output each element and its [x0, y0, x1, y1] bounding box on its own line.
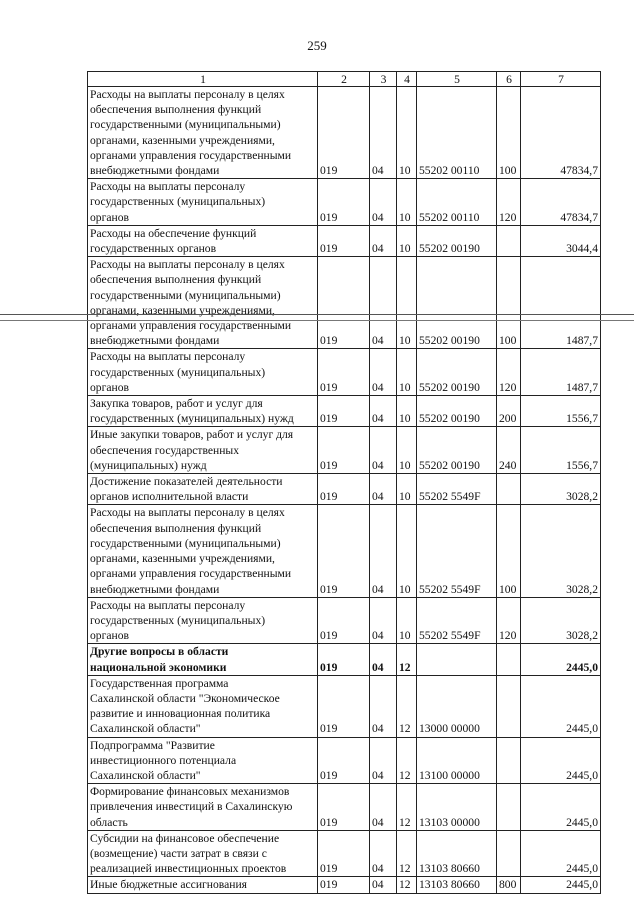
column-header: 2: [318, 72, 370, 87]
section-code: 04: [370, 597, 397, 644]
target-article-code: 55202 00190: [417, 396, 497, 427]
ministry-code: 019: [318, 737, 370, 784]
amount-value: 1487,7: [521, 257, 601, 349]
expense-type-code: [497, 784, 521, 831]
expense-description: Расходы на выплаты персоналу в целях обеспечения выполнения функций государственными (муниципальными) органами, казенными учреждениями, органами управления государственными внебюджетными фондами: [88, 257, 318, 349]
subsection-code: 10: [397, 257, 417, 349]
section-code: 04: [370, 349, 397, 396]
column-header: 6: [497, 72, 521, 87]
expense-description: Расходы на выплаты персоналу государственных (муниципальных) органов: [88, 349, 318, 396]
expense-description: Расходы на выплаты персоналу государственных (муниципальных) органов: [88, 597, 318, 644]
amount-value: 1556,7: [521, 427, 601, 474]
scan-artifact-line: [0, 320, 634, 321]
ministry-code: 019: [318, 179, 370, 226]
expense-type-code: 240: [497, 427, 521, 474]
ministry-code: 019: [318, 505, 370, 597]
expense-type-code: 100: [497, 257, 521, 349]
target-article-code: 55202 00190: [417, 427, 497, 474]
column-header: 7: [521, 72, 601, 87]
amount-value: 2445,0: [521, 784, 601, 831]
amount-value: 2445,0: [521, 644, 601, 675]
expense-type-code: 200: [497, 396, 521, 427]
table-row: [88, 784, 601, 831]
expense-description: Закупка товаров, работ и услуг для государственных (муниципальных) нужд: [88, 396, 318, 427]
table-body: [88, 72, 601, 894]
ministry-code: 019: [318, 349, 370, 396]
section-code: 04: [370, 87, 397, 179]
expense-description: Расходы на выплаты персоналу государственных (муниципальных) органов: [88, 179, 318, 226]
amount-value: 47834,7: [521, 87, 601, 179]
section-code: 04: [370, 877, 397, 893]
expense-description: Другие вопросы в области национальной экономики: [88, 644, 318, 675]
amount-value: 2445,0: [521, 675, 601, 737]
subsection-code: 12: [397, 675, 417, 737]
table-header-row: [88, 72, 601, 87]
ministry-code: 019: [318, 87, 370, 179]
expense-description: Расходы на обеспечение функций государственных органов: [88, 225, 318, 256]
table-row: [88, 877, 601, 893]
target-article-code: 55202 00190: [417, 225, 497, 256]
section-code: 04: [370, 675, 397, 737]
subsection-code: 10: [397, 597, 417, 644]
section-code: 04: [370, 474, 397, 505]
table-row: [88, 675, 601, 737]
expense-description: Иные закупки товаров, работ и услуг для обеспечения государственных (муниципальных) нужд: [88, 427, 318, 474]
ministry-code: 019: [318, 877, 370, 893]
ministry-code: 019: [318, 396, 370, 427]
section-code: 04: [370, 225, 397, 256]
amount-value: 2445,0: [521, 737, 601, 784]
table-row: [88, 737, 601, 784]
column-header: 5: [417, 72, 497, 87]
ministry-code: 019: [318, 675, 370, 737]
table-row: [88, 396, 601, 427]
expense-type-code: [497, 830, 521, 877]
subsection-code: 10: [397, 179, 417, 226]
target-article-code: 55202 5549F: [417, 597, 497, 644]
amount-value: 3028,2: [521, 505, 601, 597]
subsection-code: 10: [397, 349, 417, 396]
ministry-code: 019: [318, 784, 370, 831]
table-row: [88, 87, 601, 179]
expense-type-code: 120: [497, 597, 521, 644]
ministry-code: 019: [318, 830, 370, 877]
expense-description: Формирование финансовых механизмов привлечения инвестиций в Сахалинскую область: [88, 784, 318, 831]
subsection-code: 12: [397, 784, 417, 831]
ministry-code: 019: [318, 474, 370, 505]
column-header: 4: [397, 72, 417, 87]
column-header: 1: [88, 72, 318, 87]
amount-value: 2445,0: [521, 830, 601, 877]
target-article-code: 13103 00000: [417, 784, 497, 831]
section-code: 04: [370, 644, 397, 675]
target-article-code: 55202 5549F: [417, 505, 497, 597]
expense-description: Государственная программа Сахалинской области "Экономическое развитие и инновационная политика Сахалинской области": [88, 675, 318, 737]
amount-value: 3028,2: [521, 597, 601, 644]
expense-description: Расходы на выплаты персоналу в целях обеспечения выполнения функций государственными (муниципальными) органами, казенными учреждениями, органами управления государственными внебюджетными фондами: [88, 87, 318, 179]
expense-type-code: [497, 474, 521, 505]
target-article-code: 55202 00110: [417, 179, 497, 226]
expense-type-code: [497, 644, 521, 675]
table-row: [88, 427, 601, 474]
target-article-code: 13100 00000: [417, 737, 497, 784]
ministry-code: 019: [318, 257, 370, 349]
expense-type-code: 100: [497, 505, 521, 597]
subsection-code: 10: [397, 396, 417, 427]
table-row: [88, 830, 601, 877]
expense-description: Иные бюджетные ассигнования: [88, 877, 318, 893]
table-row: [88, 225, 601, 256]
target-article-code: 55202 5549F: [417, 474, 497, 505]
section-code: 04: [370, 396, 397, 427]
expense-type-code: 120: [497, 349, 521, 396]
table-row: [88, 644, 601, 675]
section-code: 04: [370, 737, 397, 784]
budget-table: [87, 71, 601, 894]
expense-type-code: [497, 675, 521, 737]
subsection-code: 10: [397, 225, 417, 256]
target-article-code: 55202 00190: [417, 257, 497, 349]
expense-type-code: [497, 225, 521, 256]
table-row: [88, 179, 601, 226]
section-code: 04: [370, 830, 397, 877]
target-article-code: 55202 00190: [417, 349, 497, 396]
table-row: [88, 474, 601, 505]
subsection-code: 10: [397, 505, 417, 597]
section-code: 04: [370, 427, 397, 474]
expense-description: Достижение показателей деятельности органов исполнительной власти: [88, 474, 318, 505]
section-code: 04: [370, 505, 397, 597]
expense-description: Расходы на выплаты персоналу в целях обеспечения выполнения функций государственными (муниципальными) органами, казенными учреждениями, органами управления государственными внебюджетными фондами: [88, 505, 318, 597]
target-article-code: 13103 80660: [417, 877, 497, 893]
subsection-code: 12: [397, 644, 417, 675]
section-code: 04: [370, 179, 397, 226]
subsection-code: 10: [397, 427, 417, 474]
subsection-code: 10: [397, 87, 417, 179]
section-code: 04: [370, 784, 397, 831]
expense-type-code: [497, 737, 521, 784]
amount-value: 3044,4: [521, 225, 601, 256]
scan-artifact-line: [0, 314, 634, 315]
subsection-code: 10: [397, 474, 417, 505]
amount-value: 2445,0: [521, 877, 601, 893]
column-header: 3: [370, 72, 397, 87]
ministry-code: 019: [318, 644, 370, 675]
table-row: [88, 597, 601, 644]
expense-type-code: 800: [497, 877, 521, 893]
table-row: [88, 257, 601, 349]
target-article-code: 13103 80660: [417, 830, 497, 877]
ministry-code: 019: [318, 225, 370, 256]
ministry-code: 019: [318, 427, 370, 474]
page-number: 259: [307, 38, 327, 53]
section-code: 04: [370, 257, 397, 349]
target-article-code: [417, 644, 497, 675]
amount-value: 3028,2: [521, 474, 601, 505]
subsection-code: 12: [397, 877, 417, 893]
amount-value: 1487,7: [521, 349, 601, 396]
expense-type-code: 120: [497, 179, 521, 226]
amount-value: 1556,7: [521, 396, 601, 427]
table-row: [88, 349, 601, 396]
table-row: [88, 505, 601, 597]
subsection-code: 12: [397, 737, 417, 784]
expense-description: Субсидии на финансовое обеспечение (возмещение) части затрат в связи с реализацией инвестиционных проектов: [88, 830, 318, 877]
subsection-code: 12: [397, 830, 417, 877]
target-article-code: 13000 00000: [417, 675, 497, 737]
expense-description: Подпрограмма "Развитие инвестиционного потенциала Сахалинской области": [88, 737, 318, 784]
amount-value: 47834,7: [521, 179, 601, 226]
expense-type-code: 100: [497, 87, 521, 179]
target-article-code: 55202 00110: [417, 87, 497, 179]
ministry-code: 019: [318, 597, 370, 644]
